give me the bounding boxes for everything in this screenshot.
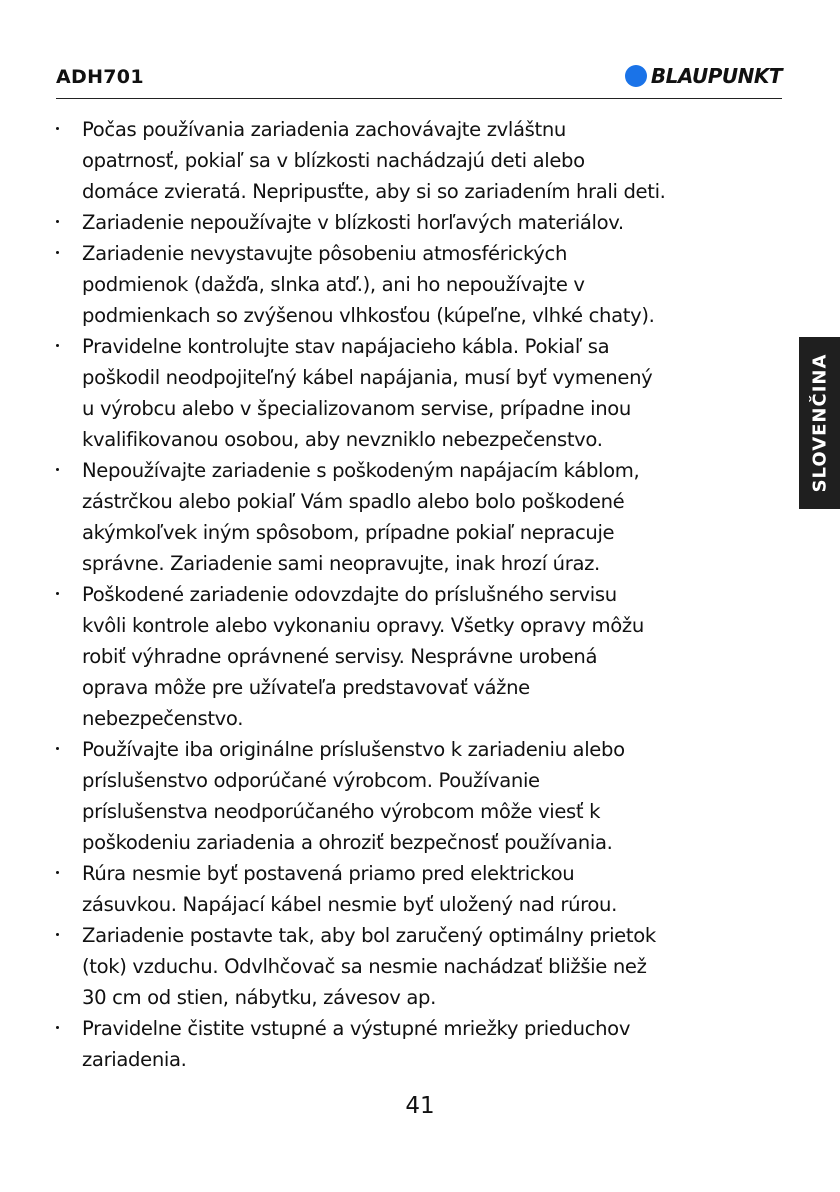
brand-logo	[625, 64, 782, 88]
page-header	[56, 62, 782, 99]
list-item	[56, 331, 796, 455]
bullet-icon	[56, 747, 59, 750]
list-item	[56, 455, 796, 579]
brand-name: BLAUPUNKT	[650, 64, 782, 88]
bullet-icon	[56, 871, 59, 874]
language-side-tab	[799, 337, 840, 509]
bullet-icon	[56, 592, 59, 595]
list-item-text: Poškodené zariadenie odovzdajte do príslušného servisu kvôli kontrole alebo vykonaniu opravy. Všetky opravy môžu robiť výhradne oprávnené servisy. Nesprávne urobená oprava môže pre užívateľa predstavovať vážne nebezpečenstvo.	[82, 583, 644, 730]
list-item	[56, 114, 796, 207]
page-number: 41	[405, 1093, 435, 1119]
language-label: SLOVENČINA	[809, 353, 830, 493]
brand-dot-icon	[625, 65, 647, 87]
bullet-icon	[56, 468, 59, 471]
list-item-text: Nepoužívajte zariadenie s poškodeným napájacím káblom, zástrčkou alebo pokiaľ Vám spadlo alebo bolo poškodené akýmkoľvek iným spôsobom, prípadne pokiaľ nepracuje správne. Zariadenie sami neopravujte, inak hrozí úraz.	[82, 459, 640, 575]
list-item-text: Zariadenie postavte tak, aby bol zaručený optimálny prietok (tok) vzduchu. Odvlhčovač sa nesmie nachádzať bližšie než 30 cm od stien, nábytku, závesov ap.	[82, 924, 656, 1009]
model-number: ADH701	[56, 66, 144, 88]
list-item	[56, 207, 796, 238]
bullet-icon	[56, 1026, 59, 1029]
list-item-text: Pravidelne čistite vstupné a výstupné mriežky prieduchov zariadenia.	[82, 1017, 631, 1071]
list-item	[56, 238, 796, 331]
list-item-text: Počas používania zariadenia zachovávajte zvláštnu opatrnosť, pokiaľ sa v blízkosti nachádzajú deti alebo domáce zvieratá. Nepripusťte, aby si so zariadením hrali deti.	[82, 118, 666, 203]
safety-instructions-list	[56, 114, 796, 1075]
list-item	[56, 579, 796, 734]
bullet-icon	[56, 344, 59, 347]
list-item-text: Rúra nesmie byť postavená priamo pred elektrickou zásuvkou. Napájací kábel nesmie byť uložený nad rúrou.	[82, 862, 617, 916]
list-item-text: Zariadenie nepoužívajte v blízkosti horľavých materiálov.	[82, 211, 624, 234]
list-item-text: Pravidelne kontrolujte stav napájacieho kábla. Pokiaľ sa poškodil neodpojiteľný kábel napájania, musí byť vymenený u výrobcu alebo v špecializovanom servise, prípadne inou kvalifikovanou osobou, aby nevzniklo nebezpečenstvo.	[82, 335, 653, 451]
list-item-text: Zariadenie nevystavujte pôsobeniu atmosférických podmienok (dažďa, slnka atď.), ani ho nepoužívajte v podmienkach so zvýšenou vlhkosťou (kúpeľne, vlhké chaty).	[82, 242, 655, 327]
bullet-icon	[56, 220, 59, 223]
list-item	[56, 1013, 796, 1075]
list-item	[56, 920, 796, 1013]
list-item	[56, 858, 796, 920]
bullet-icon	[56, 127, 59, 130]
bullet-icon	[56, 933, 59, 936]
list-item	[56, 734, 796, 858]
list-item-text: Používajte iba originálne príslušenstvo k zariadeniu alebo príslušenstvo odporúčané výrobcom. Používanie príslušenstva neodporúčaného výrobcom môže viesť k poškodeniu zariadenia a ohroziť bezpečnosť používania.	[82, 738, 625, 854]
bullet-icon	[56, 251, 59, 254]
